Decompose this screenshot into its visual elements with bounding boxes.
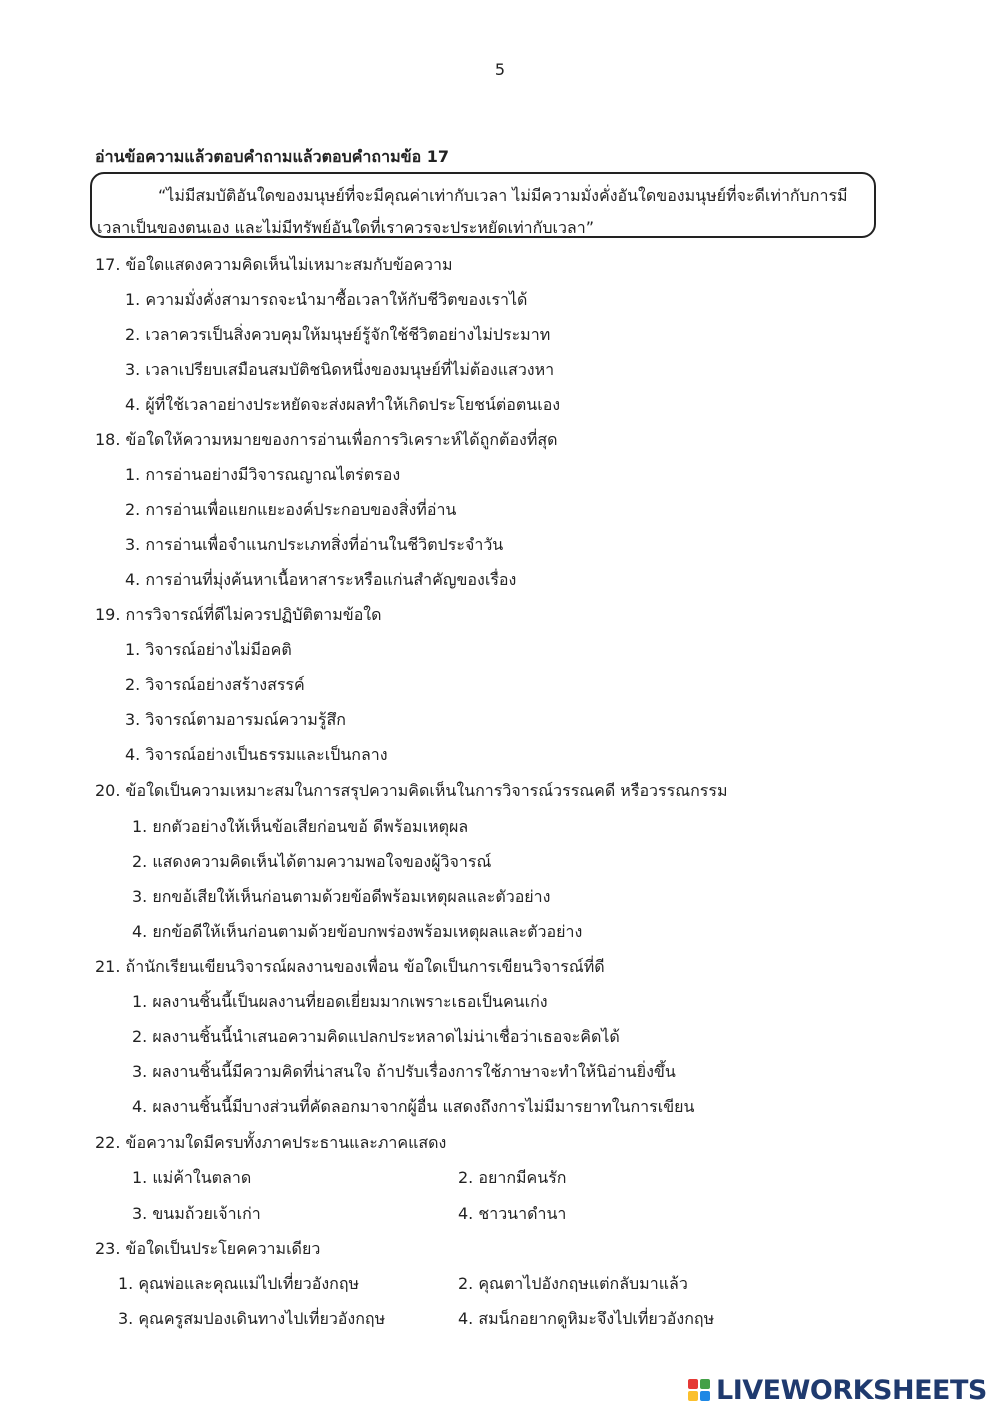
question-18-option-2[interactable]: 2. การอ่านเพื่อแยกแยะองค์ประกอบของสิ่งที่อ่าน [125,500,457,519]
question-22-option-1[interactable]: 1. แม่ค้าในตลาด [132,1168,252,1187]
question-20-option-3[interactable]: 3. ยกขอ้เสียให้เห็นก่อนตามด้วยข้อดีพร้อมเหตุผลและตัวอย่าง [132,887,551,906]
question-23-option-3[interactable]: 3. คุณครูสมปองเดินทางไปเที่ยวอังกฤษ [118,1309,386,1328]
question-23-option-1[interactable]: 1. คุณพ่อและคุณแม่ไปเที่ยวอังกฤษ [118,1274,360,1293]
question-23-option-4[interactable]: 4. สมน็กอยากดูหิมะจึงไปเที่ยวอังกฤษ [458,1309,715,1328]
question-19-stem: 19. การวิจารณ์ที่ดีไม่ควรปฏิบัติตามข้อใด [95,605,382,624]
question-19-option-2[interactable]: 2. วิจารณ์อย่างสร้างสรรค์ [125,675,305,694]
question-17-option-2[interactable]: 2. เวลาควรเป็นสิ่งควบคุมให้มนุษย์รู้จักใช้ชีวิตอย่างไม่ประมาท [125,325,551,344]
liveworksheets-logo [688,1372,987,1408]
question-20-stem: 20. ข้อใดเป็นความเหมาะสมในการสรุปความคิดเห็นในการวิจารณ์วรรณคดี หรือวรรณกรรม [95,781,728,800]
question-18-option-1[interactable]: 1. การอ่านอย่างมีวิจารณญาณไตร่ตรอง [125,465,401,484]
logo-block-red [688,1379,698,1389]
liveworksheets-blocks-icon [688,1379,710,1401]
question-22-option-2[interactable]: 2. อยากมีคนรัก [458,1168,567,1187]
question-21-option-2[interactable]: 2. ผลงานชิ้นนี้นำเสนอความคิดแปลกประหลาดไม่น่าเชื่อว่าเธอจะคิดได้ [132,1027,620,1046]
question-22-stem: 22. ข้อความใดมีครบทั้งภาคประธานและภาคแสดง [95,1133,447,1152]
question-18-stem: 18. ข้อใดให้ความหมายของการอ่านเพื่อการวิเคราะห์ได้ถูกต้องที่สุด [95,430,558,449]
logo-block-green [700,1379,710,1389]
question-22-option-3[interactable]: 3. ขนมถ้วยเจ้าเก่า [132,1204,261,1223]
question-18-option-3[interactable]: 3. การอ่านเพื่อจำแนกประเภทสิ่งที่อ่านในชีวิตประจำวัน [125,535,504,554]
question-23-stem: 23. ข้อใดเป็นประโยคความเดียว [95,1239,321,1258]
question-19-option-3[interactable]: 3. วิจารณ์ตามอารมณ์ความรู้สึก [125,710,346,729]
question-17-option-3[interactable]: 3. เวลาเปรียบเสมือนสมบัติชนิดหนึ่งของมนุษย์ที่ไม่ต้องแสวงหา [125,360,555,379]
question-21-stem: 21. ถ้านักเรียนเขียนวิจารณ์ผลงานของเพื่อน ข้อใดเป็นการเขียนวิจารณ์ที่ดี [95,957,605,976]
question-21-option-3[interactable]: 3. ผลงานชิ้นนี้มีความคิดที่น่าสนใจ ถ้าปรับเรื่องการใช้ภาษาจะทำให้นิอ่านยิ่งขึ้น [132,1062,676,1081]
question-22-option-4[interactable]: 4. ชาวนาดำนา [458,1204,567,1223]
question-20-option-1[interactable]: 1. ยกตัวอย่างให้เห็นข้อเสียก่อนขอ้ ดีพร้อมเหตุผล [132,817,469,836]
logo-block-yellow [688,1391,698,1401]
question-21-option-4[interactable]: 4. ผลงานชิ้นนี้มีบางส่วนที่คัดลอกมาจากผู้อื่น แสดงถึงการไม่มีมารยาทในการเขียน [132,1097,695,1116]
question-18-option-4[interactable]: 4. การอ่านที่มุ่งค้นหาเนื้อหาสาระหรือแก่นสำคัญของเรื่อง [125,570,517,589]
question-20-option-2[interactable]: 2. แสดงความคิดเห็นได้ตามความพอใจของผู้วิจารณ์ [132,852,492,871]
logo-text: LIVEWORKSHEETS [716,1374,987,1406]
passage-line-1: “ไม่มีสมบัติอันใดของมนุษย์ที่จะมีคุณค่าเท่ากับเวลา ไม่มีความมั่งคั่งอันใดของมนุษย์ที่จะดีเท่ากับการมี [158,186,848,205]
question-17-option-1[interactable]: 1. ความมั่งคั่งสามารถจะนำมาซื้อเวลาให้กับชีวิตของเราได้ [125,290,528,309]
question-21-option-1[interactable]: 1. ผลงานชิ้นนี้เป็นผลงานที่ยอดเยี่ยมมากเพราะเธอเป็นคนเก่ง [132,992,548,1011]
question-17-stem: 17. ข้อใดแสดงความคิดเห็นไม่เหมาะสมกับข้อความ [95,255,453,274]
question-20-option-4[interactable]: 4. ยกข้อดีให้เห็นก่อนตามด้วยข้อบกพร่องพร้อมเหตุผลและตัวอย่าง [132,922,583,941]
page-number: 5 [494,60,506,79]
question-17-option-4[interactable]: 4. ผู้ที่ใช้เวลาอย่างประหยัดจะส่งผลทำให้เกิดประโยชน์ต่อตนเอง [125,395,561,414]
question-19-option-1[interactable]: 1. วิจารณ์อย่างไม่มีอคติ [125,640,292,659]
question-23-option-2[interactable]: 2. คุณตาไปอังกฤษแต่กลับมาแล้ว [458,1274,688,1293]
instruction-heading: อ่านข้อความแล้วตอบคำถามแล้วตอบคำถามข้อ 17 [95,147,450,166]
question-19-option-4[interactable]: 4. วิจารณ์อย่างเป็นธรรมและเป็นกลาง [125,745,388,764]
logo-block-blue [700,1391,710,1401]
passage-line-2: เวลาเป็นของตนเอง และไม่มีทรัพย์อันใดที่เราควรจะประหยัดเท่ากับเวลา” [97,218,595,237]
